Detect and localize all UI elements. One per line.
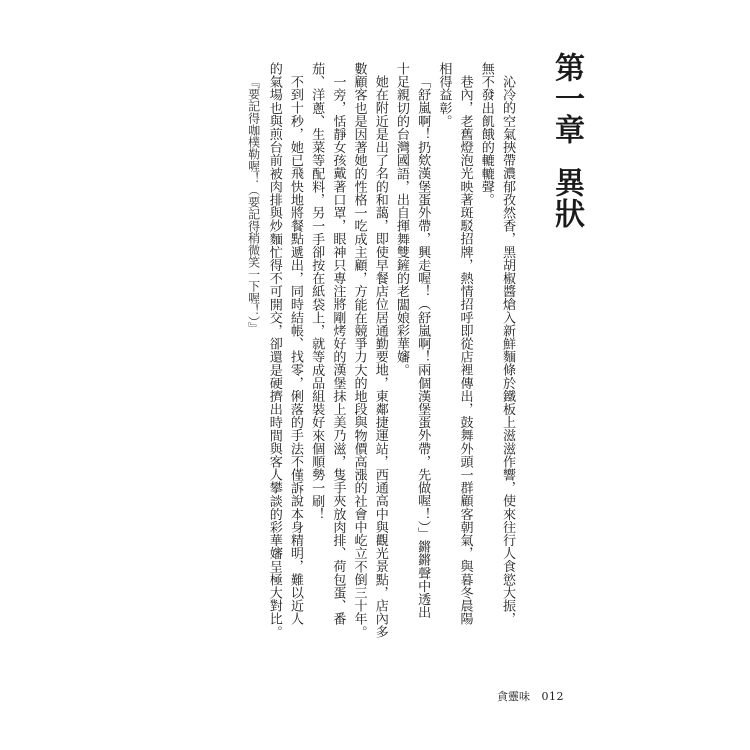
line-text: 的氣場也與煎台前被肉排與炒麵忙得不可開交，卻還是硬擠出時間與客人攀談的彩華嬸呈極大對比。 [266,62,282,639]
text-line [264,62,285,678]
text-line [476,62,497,678]
text-line [412,62,433,678]
running-title: 貪靈味 [497,690,530,703]
line-text: 不到十秒，她已飛快地將餐點遞出，同時結帳、找零，俐落的手法不僅訴說本身精明，難以近人 [287,75,303,626]
line-text: 相得益彰。 [436,62,452,128]
body-text [242,62,518,678]
whisper-line: 『要記得咖樸勒喔！（要記得稍微笑一下喔！）』 [246,76,261,334]
line-text: 茄、洋蔥、生菜等配料，另一手卻按在紙袋上，就等成品組裝好來個順勢一刷！ [309,62,325,521]
line-text: 沁冷的空氣挾帶濃郁孜然香，黑胡椒醬熗入新鮮麵條於鐵板上滋滋作響，使來往行人食慾大振， [500,75,515,626]
page-footer [497,688,564,704]
chapter-number: 第一章 [549,52,584,145]
text-line [370,62,391,678]
line-text: 數顧客也是因著她的性格一吃成主顧，方能在競爭力大的地段與物價高漲的社會中屹立不倒三十年。 [351,62,367,639]
line-text: 「舒嵐啊！扔欸漢堡蛋外帶，興走喔！（舒嵐啊！兩個漢堡蛋外帶，先做喔！）」鏘鏘聲中透出 [415,75,431,619]
text-line [433,62,454,678]
text-line [285,62,306,678]
line-text: 無不發出飢餓的轆轆聲。 [478,62,494,207]
text-line [391,62,412,678]
text-line [348,62,369,678]
chapter-name: 異狀 [549,167,584,229]
line-text: 十足親切的台灣國語，出自揮舞雙鏟的老闆娘彩華嬸。 [393,62,409,377]
line-text: 她在附近是出了名的和藹，即使早餐店位居通勤要地，東鄰捷運站，西通高中與觀光景點，店內多 [372,75,388,639]
text-line [327,62,348,678]
chapter-title [543,52,589,229]
line-text: 一旁，恬靜女孩戴著口罩，眼神只專注將剛烤好的漢堡抹上美乃滋，隻手夾放肉排、荷包蛋、番 [330,75,346,626]
text-line [454,62,475,678]
text-line [306,62,327,678]
page-number: 012 [541,690,564,703]
line-text: 巷內，老舊燈泡光映著斑駁招牌，熱情招呼即從店裡傳出，鼓舞外頭一群顧客朝氣，與暮冬晨陽 [457,75,473,626]
text-line [497,62,518,678]
